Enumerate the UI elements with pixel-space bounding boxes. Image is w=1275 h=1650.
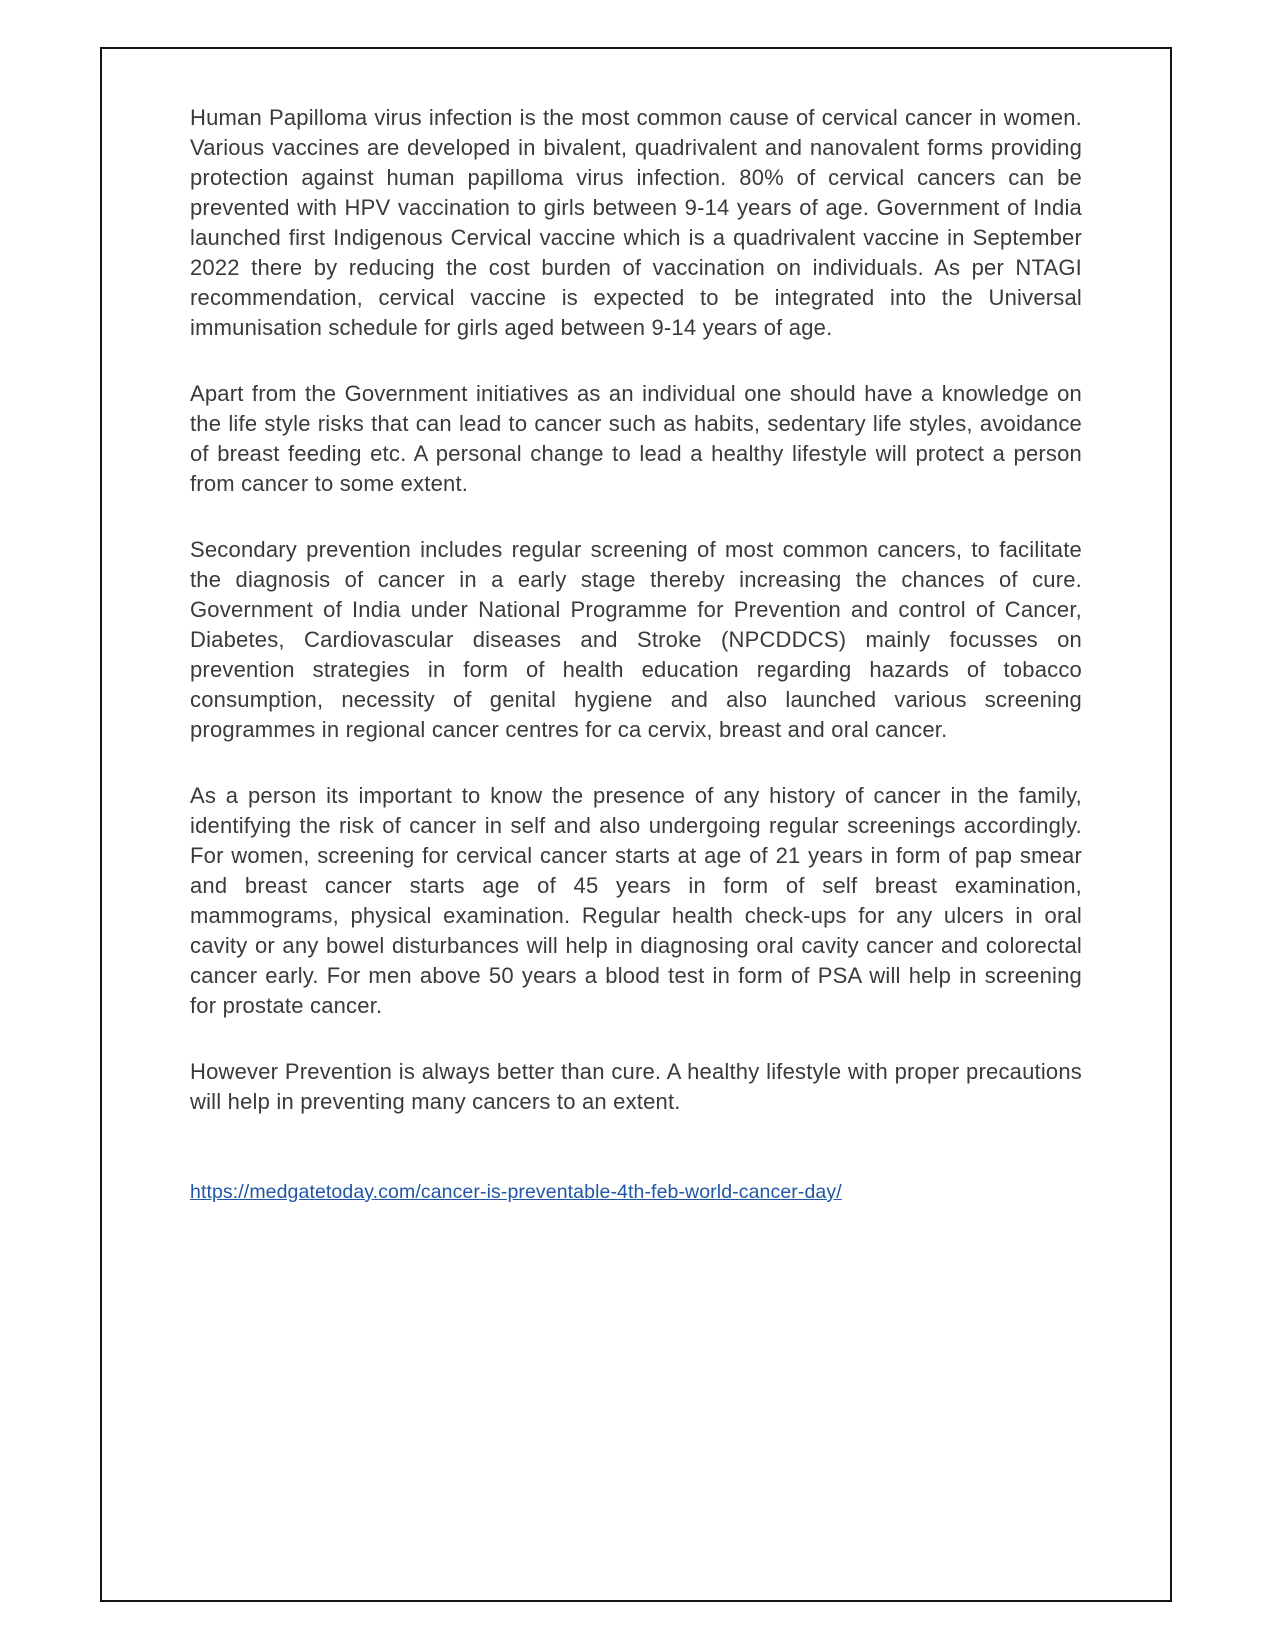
page-border-frame <box>100 47 1172 1602</box>
paragraph-prevention-conclusion: However Prevention is always better than cure. A healthy lifestyle with proper precautions will help in preventing many cancers to an extent. <box>190 1059 1082 1114</box>
paragraph-lifestyle-risks: Apart from the Government initiatives as an individual one should have a knowledge on the life style risks that can lead to cancer such as habits, sedentary life styles, avoidance of breast feeding etc. A personal change to lead a healthy lifestyle will protect a person from cancer to some extent. <box>190 381 1082 496</box>
document-content <box>102 49 1170 1205</box>
source-link-row <box>190 1179 1082 1205</box>
source-url-link[interactable]: https://medgatetoday.com/cancer-is-preventable-4th-feb-world-cancer-day/ <box>190 1181 842 1203</box>
paragraph-screening-recommendations: As a person its important to know the presence of any history of cancer in the family, identifying the risk of cancer in self and also undergoing regular screenings accordingly. For women, screening for cervical cancer starts at age of 21 years in form of pap smear and breast cancer starts age of 45 years in form of self breast examination, mammograms, physical examination. Regular health check-ups for any ulcers in oral cavity or any bowel disturbances will help in diagnosing oral cavity cancer and colorectal cancer early. For men above 50 years a blood test in form of PSA will help in screening for prostate cancer. <box>190 783 1082 1018</box>
paragraph-secondary-prevention: Secondary prevention includes regular screening of most common cancers, to facilitate the diagnosis of cancer in a early stage thereby increasing the chances of cure. Government of India under National Programme for Prevention and control of Cancer, Diabetes, Cardiovascular diseases and Stroke (NPCDDCS) mainly focusses on prevention strategies in form of health education regarding hazards of tobacco consumption, necessity of genital hygiene and also launched various screening programmes in regional cancer centres for ca cervix, breast and oral cancer. <box>190 537 1082 742</box>
paragraph-hpv-vaccine: Human Papilloma virus infection is the most common cause of cervical cancer in women. Various vaccines are developed in bivalent, quadrivalent and nanovalent forms providing protection against human papilloma virus infection. 80% of cervical cancers can be prevented with HPV vaccination to girls between 9-14 years of age. Government of India launched first Indigenous Cervical vaccine which is a quadrivalent vaccine in September 2022 there by reducing the cost burden of vaccination on individuals. As per NTAGI recommendation, cervical vaccine is expected to be integrated into the Universal immunisation schedule for girls aged between 9-14 years of age. <box>190 105 1082 340</box>
